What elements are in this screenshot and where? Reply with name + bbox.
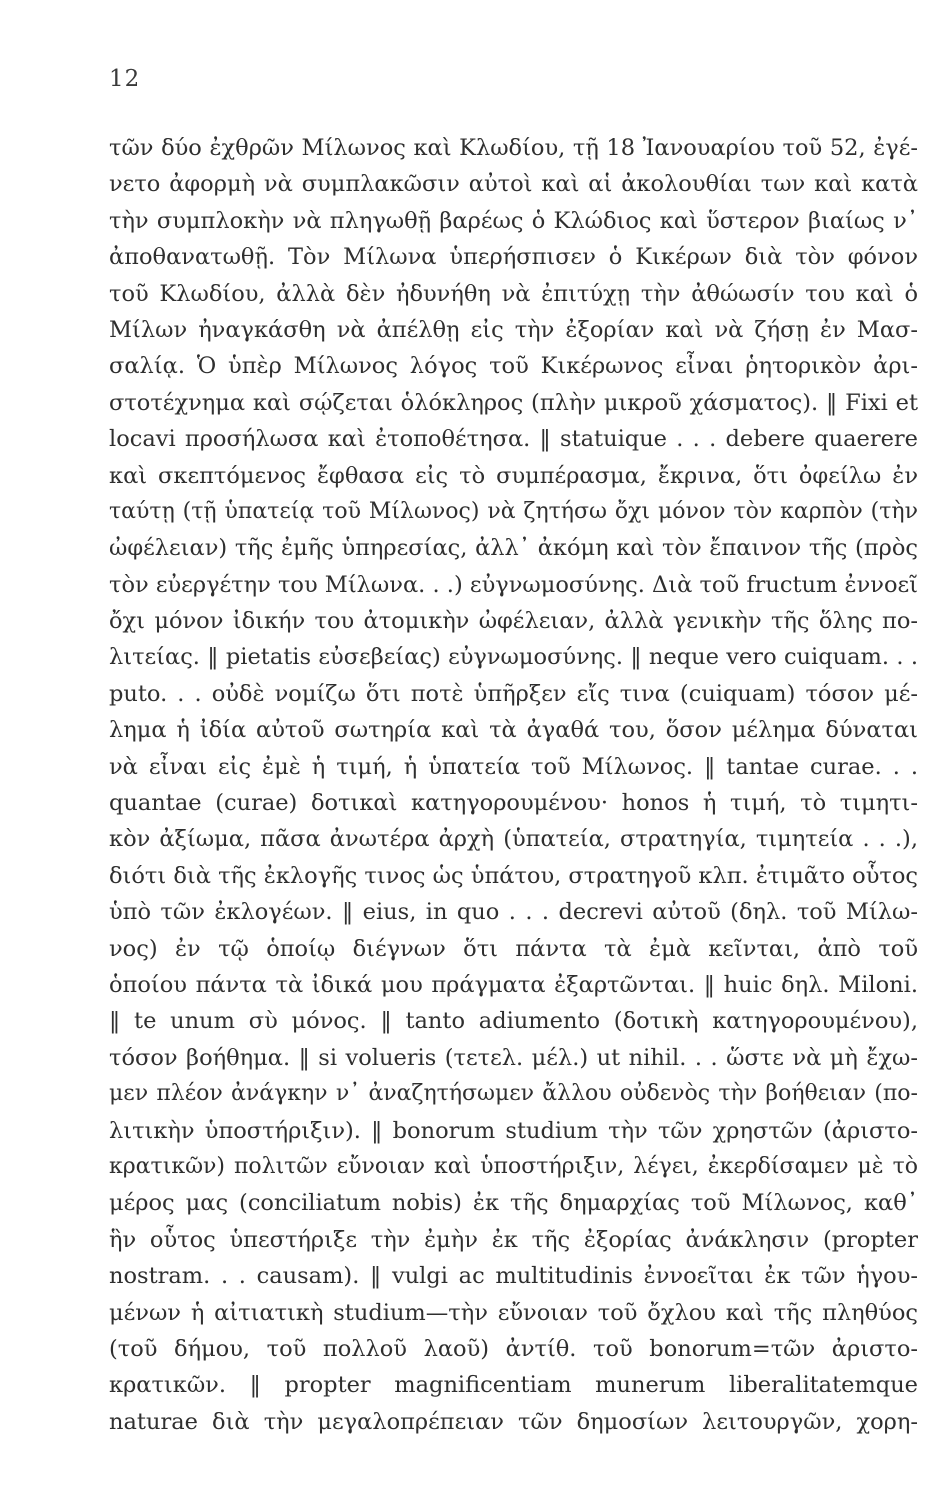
page-number: 12	[109, 66, 141, 92]
text-line: κὸν ἀξίωμα, πᾶσα ἀνωτέρα ἀρχὴ (ὑπατεία, στρατηγία, τιμητεία . . .),	[109, 826, 918, 853]
text-line: ὑπὸ τῶν ἐκλογέων. ‖ eius, in quo . . . decrevi αὐτοῦ (δηλ. τοῦ Μίλω-	[109, 899, 918, 926]
text-line: Μίλων ἠναγκάσθη νὰ ἀπέλθῃ εἰς τὴν ἐξορίαν καὶ νὰ ζήσῃ ἐν Μασ-	[109, 316, 918, 343]
text-line: ἣν οὗτος ὑπεστήριξε τὴν ἐμὴν ἐκ τῆς ἐξορίας ἀνάκλησιν (propter	[109, 1226, 918, 1253]
text-line: κρατικῶν) πολιτῶν εὔνοιαν καὶ ὑποστήριξιν, λέγει, ἐκερδίσαμεν μὲ τὸ	[109, 1153, 918, 1179]
text-line: ταύτῃ (τῇ ὑπατείᾳ τοῦ Μίλωνος) νὰ ζητήσω ὄχι μόνον τὸν καρπὸν (τὴν	[109, 498, 918, 524]
text-line: puto. . . οὐδὲ νομίζω ὅτι ποτὲ ὑπῆρξεν εἴς τινα (cuiquam) τόσον μέ-	[109, 680, 918, 707]
text-line: νετο ἀφορμὴ νὰ συμπλακῶσιν αὐτοὶ καὶ αἱ ἀκολουθίαι των καὶ κατὰ	[109, 171, 918, 198]
text-line: μεν πλέον ἀνάγκην ν᾽ ἀναζητήσωμεν ἄλλου οὐδενὸς τὴν βοήθειαν (πο-	[109, 1081, 918, 1107]
text-line: quantae (curae) δοτικαὶ κατηγορουμένου· honos ἡ τιμή, τὸ τιμητι-	[109, 790, 918, 817]
text-line: σαλίᾳ. Ὁ ὑπὲρ Μίλωνος λόγος τοῦ Κικέρωνος εἶναι ῥητορικὸν ἀρι-	[109, 353, 918, 380]
text-line: στοτέχνημα καὶ σῴζεται ὁλόκληρος (πλὴν μικροῦ χάσματος). ‖ Fixi et	[109, 389, 918, 416]
text-line: ἀποθανατωθῇ. Τὸν Μίλωνα ὑπερήσπισεν ὁ Κικέρων διὰ τὸν φόνον	[109, 244, 918, 271]
text-line: μέρος μας (conciliatum nobis) ἐκ τῆς δημαρχίας τοῦ Μίλωνος, καθ᾽	[109, 1190, 918, 1217]
text-line: (τοῦ δήμου, τοῦ πολλοῦ λαοῦ) ἀντίθ. τοῦ bonorum=τῶν ἀριστο-	[109, 1335, 918, 1362]
text-line: τῶν δύο ἐχθρῶν Μίλωνος καὶ Κλωδίου, τῇ 18 Ἰανουαρίου τοῦ 52, ἐγέ-	[109, 135, 918, 161]
text-line: καὶ σκεπτόμενος ἔφθασα εἰς τὸ συμπέρασμα, ἔκρινα, ὅτι ὀφείλω ἐν	[109, 462, 918, 489]
text-line: λιτικὴν ὑποστήριξιν). ‖ bonorum studium τὴν τῶν χρηστῶν (ἀριστο-	[109, 1117, 918, 1144]
text-line: τοῦ Κλωδίου, ἀλλὰ δὲν ἠδυνήθη νὰ ἐπιτύχῃ τὴν ἀθώωσίν του καὶ ὁ	[109, 280, 918, 307]
text-line: νὰ εἶναι εἰς ἐμὲ ἡ τιμή, ἡ ὑπατεία τοῦ Μίλωνος. ‖ tantae curae. . .	[109, 753, 918, 780]
text-line: ὄχι μόνον ἰδικήν του ἀτομικὴν ὠφέλειαν, ἀλλὰ γενικὴν τῆς ὅλης πο-	[109, 608, 918, 635]
text-line: μένων ἡ αἰτιατικὴ studium—τὴν εὔνοιαν τοῦ ὄχλου καὶ τῆς πληθύος	[109, 1299, 918, 1326]
text-line: naturae διὰ τὴν μεγαλοπρέπειαν τῶν δημοσίων λειτουργῶν, χορη-	[109, 1408, 918, 1435]
text-line: νος) ἐν τῷ ὁποίῳ διέγνων ὅτι πάντα τὰ ἐμὰ κεῖνται, ἀπὸ τοῦ	[109, 935, 918, 962]
text-line: τὴν συμπλοκὴν νὰ πληγωθῇ βαρέως ὁ Κλώδιος καὶ ὕστερον βιαίως ν᾽	[109, 207, 918, 234]
text-line: locavi προσήλωσα καὶ ἐτοποθέτησα. ‖ statuique . . . debere quaerere	[109, 426, 918, 453]
text-line: nostram. . . causam). ‖ vulgi ac multitudinis ἐννοεῖται ἐκ τῶν ἡγου-	[109, 1263, 918, 1290]
text-line: λημα ἡ ἰδία αὐτοῦ σωτηρία καὶ τὰ ἀγαθά του, ὅσον μέλημα δύναται	[109, 717, 918, 744]
text-line: τὸν εὐεργέτην του Μίλωνα. . .) εὐγνωμοσύνης. Διὰ τοῦ fructum ἐννοεῖ	[109, 571, 918, 598]
text-line: διότι διὰ τῆς ἐκλογῆς τινος ὡς ὑπάτου, στρατηγοῦ κλπ. ἐτιμᾶτο οὗτος	[109, 862, 918, 889]
commentary-text	[109, 130, 918, 1440]
text-line: τόσον βοήθημα. ‖ si volueris (τετελ. μέλ.) ut nihil. . . ὥστε νὰ μὴ ἔχω-	[109, 1044, 918, 1071]
text-line: ὁποίου πάντα τὰ ἰδικά μου πράγματα ἐξαρτῶνται. ‖ huic δηλ. Miloni.	[109, 971, 918, 998]
text-line: ὠφέλειαν) τῆς ἐμῆς ὑπηρεσίας, ἀλλ᾽ ἀκόμη καὶ τὸν ἔπαινον τῆς (πρὸς	[109, 535, 918, 562]
text-line: κρατικῶν. ‖ propter magnificentiam munerum liberalitatemque	[109, 1372, 918, 1399]
text-line: ‖ te unum σὺ μόνος. ‖ tanto adiumento (δοτικὴ κατηγορουμένου),	[109, 1008, 918, 1035]
text-line: λιτείας. ‖ pietatis εὐσεβείας) εὐγνωμοσύνης. ‖ neque vero cuiquam. . .	[109, 644, 918, 671]
